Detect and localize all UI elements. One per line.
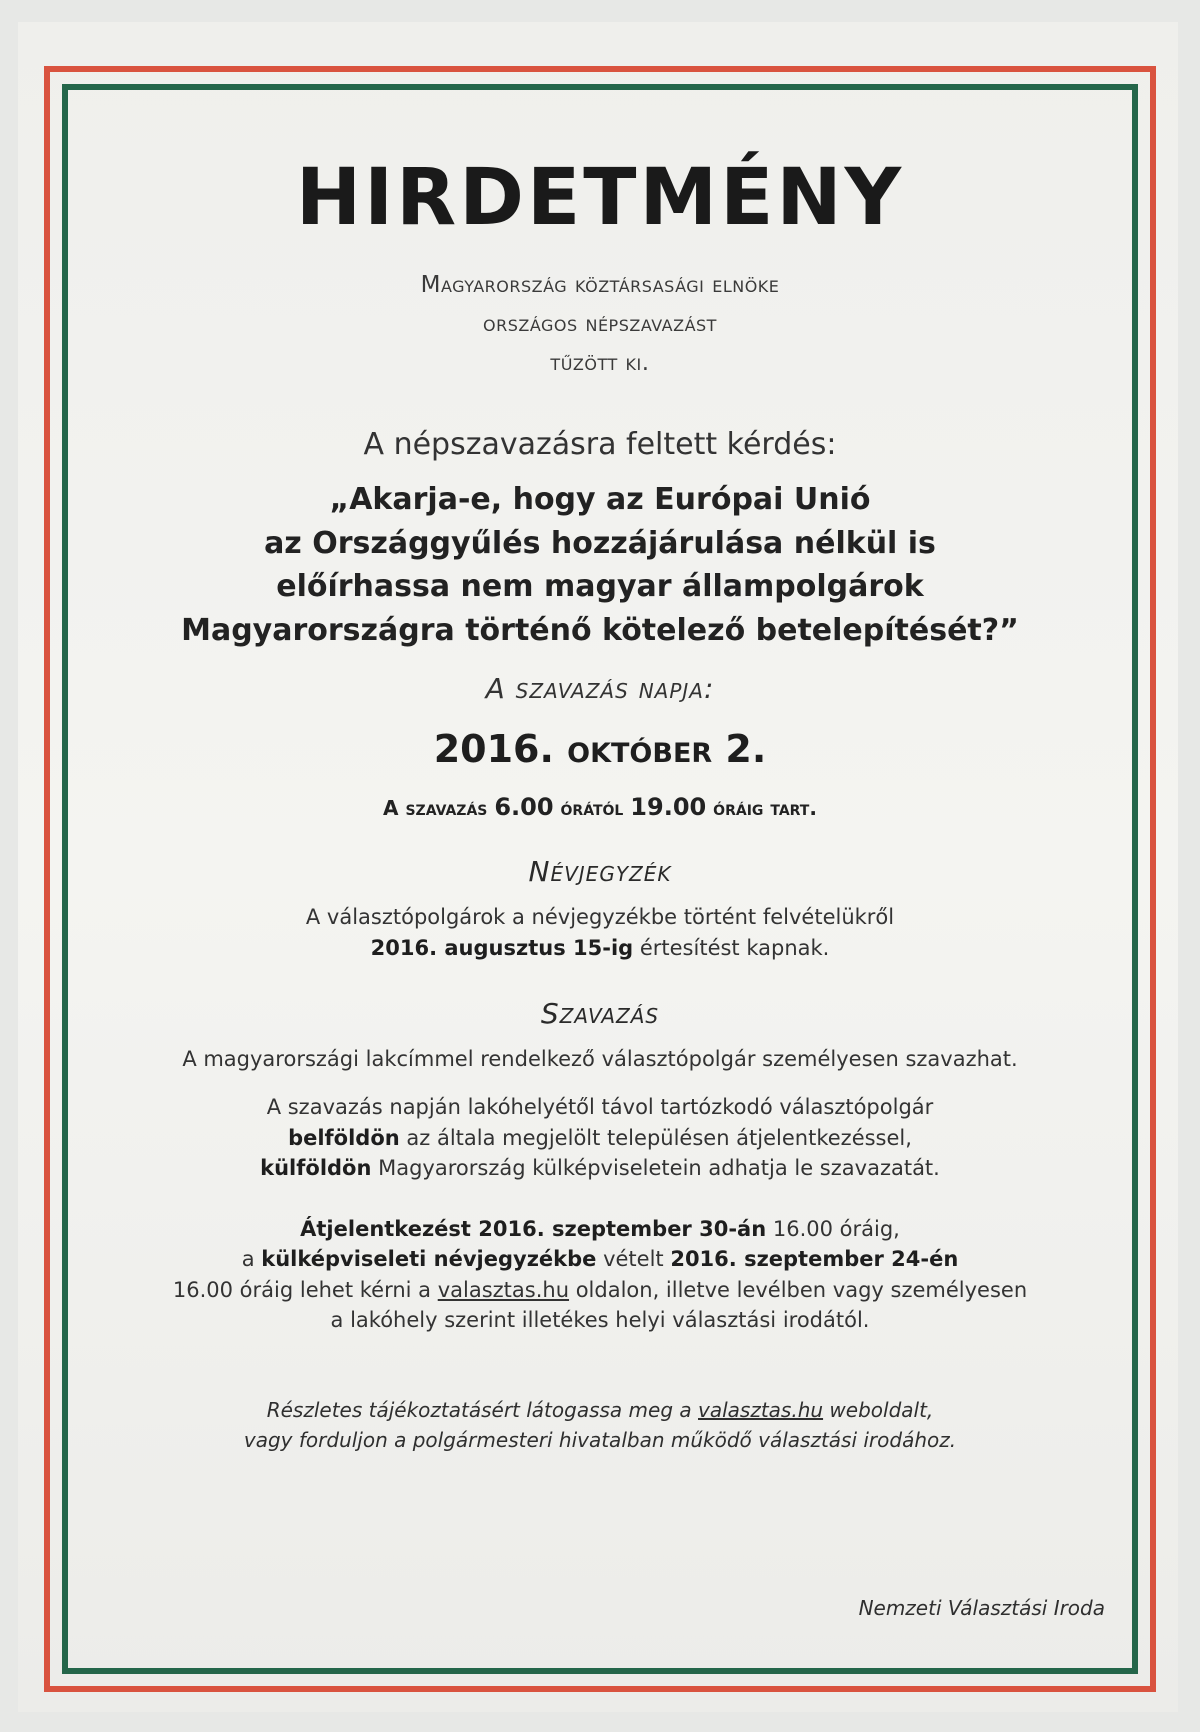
transfer-deadline: Átjelentkezést 2016. szeptember 30-án: [300, 1216, 767, 1241]
domestic-label: belföldön: [288, 1125, 400, 1150]
deadline-mid: vételt: [596, 1247, 671, 1272]
voting-paragraph-2: [80, 1092, 1120, 1183]
vote-hours: [80, 793, 1120, 821]
registry-line: A választópolgárok a névjegyzékbe történt felvételükről: [305, 905, 895, 930]
valasztas-link[interactable]: valasztas.hu: [437, 1277, 570, 1302]
hours-mid: órától: [553, 796, 631, 821]
abroad-rest: Magyarország külképviseletein adhatja le szavazatát.: [371, 1156, 940, 1181]
deadline-l3-pre: 16.00 óráig lehet kérni a: [172, 1277, 438, 1302]
footer-valasztas-link[interactable]: valasztas.hu: [698, 1398, 824, 1423]
footer-line: vagy forduljon a polgármesteri hivatalban működő választási irodához.: [243, 1428, 957, 1453]
notice-subtitle: [80, 266, 1120, 383]
hours-from: 6.00: [494, 793, 554, 822]
hours-to: 19.00: [630, 793, 707, 822]
deadline-pre: a: [241, 1247, 262, 1272]
deadline-l3-rest: oldalon, illetve levélben vagy személyesen: [569, 1277, 1028, 1302]
transfer-deadline-time: 16.00 óráig,: [766, 1216, 900, 1241]
question-label: A népszavazásra feltett kérdés:: [363, 427, 837, 463]
deadline-paragraph: [80, 1214, 1120, 1336]
voting-paragraph-1: [80, 1044, 1120, 1074]
voting-line: A magyarországi lakcímmel rendelkező választópolgár személyesen szavazhat.: [182, 1046, 1018, 1071]
question-line: Magyarországra történő kötelező betelepítését?”: [181, 612, 1019, 648]
domestic-rest: az általa megjelölt településen átjelentkezéssel,: [399, 1125, 912, 1150]
referendum-question: [80, 478, 1120, 652]
voting-line: [80, 1123, 1120, 1153]
notice-content: [80, 100, 1120, 1660]
registry-line-rest: értesítést kapnak.: [633, 935, 830, 960]
subtitle-line: országos népszavazást: [483, 310, 717, 337]
consular-deadline: 2016. szeptember 24-én: [670, 1247, 959, 1272]
voting-line: [80, 1153, 1120, 1183]
deadline-line: [80, 1275, 1120, 1305]
question-line: „Akarja-e, hogy az Európai Unió: [329, 482, 871, 518]
registry-paragraph: [80, 902, 1120, 963]
footer-line: [80, 1395, 1120, 1425]
registry-heading: Névjegyzék: [528, 855, 672, 889]
vote-day-label: A szavazás napja:: [485, 672, 715, 706]
deadline-line: [80, 1214, 1120, 1244]
hours-prefix: A szavazás: [383, 796, 495, 821]
registry-line: [80, 933, 1120, 963]
voting-line: A szavazás napján lakóhelyétől távol tartózkodó választópolgár: [266, 1095, 934, 1120]
notice-title: HIRDETMÉNY: [295, 153, 905, 243]
consular-registry: külképviseleti névjegyzékbe: [261, 1247, 597, 1272]
subtitle-line: tűzött ki.: [550, 349, 650, 376]
abroad-label: külföldön: [260, 1156, 372, 1181]
voting-heading: Szavazás: [540, 996, 660, 1030]
footer-rest: weboldalt,: [823, 1398, 934, 1423]
hours-suffix: óráig tart.: [706, 796, 817, 821]
subtitle-line: Magyarország köztársasági elnöke: [420, 271, 780, 298]
footer-pre: Részletes tájékoztatásért látogassa meg a: [266, 1398, 698, 1423]
vote-date: 2016. október 2.: [433, 727, 767, 772]
deadline-line: [80, 1244, 1120, 1274]
question-line: az Országgyűlés hozzájárulása nélkül is: [264, 525, 936, 561]
issuer-signature: Nemzeti Választási Iroda: [858, 1596, 1105, 1620]
footer-note: [80, 1395, 1120, 1455]
registry-deadline: 2016. augusztus 15-ig: [370, 935, 634, 960]
deadline-line: a lakóhely szerint illetékes helyi választási irodától.: [330, 1308, 870, 1333]
question-line: előírhassa nem magyar állampolgárok: [276, 569, 924, 605]
